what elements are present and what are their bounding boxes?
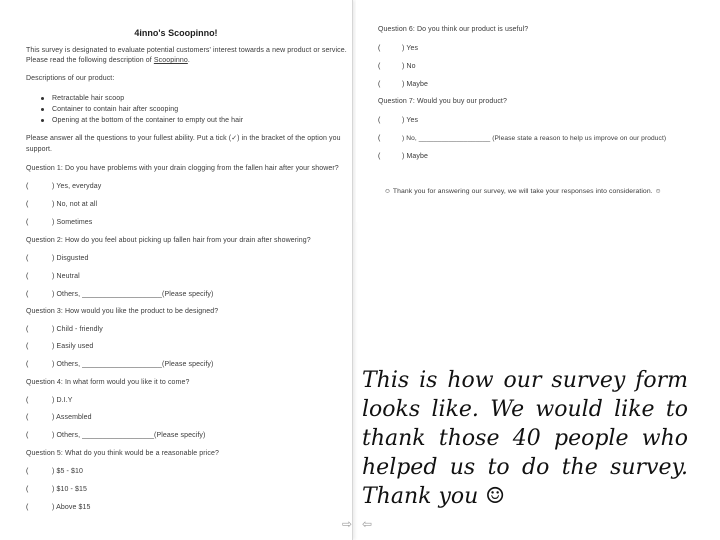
survey-page-2: [356, 0, 720, 222]
option-bracket-open[interactable]: (: [378, 135, 381, 142]
q5-option: ) $5 - $10: [52, 468, 83, 475]
instructions-line-1: Please answer all the questions to your fullest ability. Put a tick (✓) in the bracket of the option you: [26, 135, 341, 142]
q3-option: ) Others, ____________________(Please specify): [52, 361, 214, 368]
bullet-item: Retractable hair scoop: [52, 95, 125, 102]
instructions-line-2: support.: [26, 146, 53, 153]
option-bracket-open[interactable]: (: [26, 468, 29, 475]
q6-option: ) No: [402, 63, 416, 70]
bullet-item: Opening at the bottom of the container to empty out the hair: [52, 117, 244, 124]
option-bracket-open[interactable]: (: [26, 219, 29, 226]
question-1: Question 1: Do you have problems with your drain clogging from the fallen hair after your shower?: [26, 165, 339, 172]
survey-page-1: [0, 0, 353, 540]
slide-caption: This is how our survey form looks like. We would like to thank those 40 people who helped us to do the survey. Thank you ☺: [362, 368, 688, 509]
q5-option: ) Above $15: [52, 504, 91, 511]
q1-option: ) Sometimes: [52, 219, 93, 226]
question-7: Question 7: Would you buy our product?: [378, 98, 507, 105]
intro-line-1: This survey is designated to evaluate potential customers' interest towards a new product or service.: [26, 47, 347, 54]
product-link[interactable]: Scoopinno: [153, 57, 188, 64]
q3-option: ) Easily used: [52, 343, 94, 350]
intro-suffix: .: [187, 57, 190, 64]
question-2: Question 2: How do you feel about picking up fallen hair from your drain after showering?: [26, 237, 311, 244]
question-3: Question 3: How would you like the product to be designed?: [26, 308, 219, 315]
option-bracket-open[interactable]: (: [26, 201, 29, 208]
intro-line-2: [26, 56, 190, 65]
intro-prefix: Please read the following description of: [26, 57, 154, 64]
option-bracket-open[interactable]: (: [378, 153, 381, 160]
q7-option: ) No, ___________________ (Please state a reason to help us improve on our product): [402, 135, 667, 142]
bullet-icon: [41, 108, 44, 111]
q7-option: ) Yes: [402, 117, 419, 124]
bullet-icon: [41, 97, 44, 100]
option-bracket-open[interactable]: (: [26, 255, 29, 262]
option-bracket-open[interactable]: (: [26, 414, 29, 421]
option-bracket-open[interactable]: (: [26, 326, 29, 333]
q6-option: ) Yes: [402, 45, 419, 52]
q1-option: ) No, not at all: [52, 201, 98, 208]
q4-option: ) D.I.Y: [52, 397, 73, 404]
option-bracket-open[interactable]: (: [26, 343, 29, 350]
q4-option: ) Others, __________________(Please specify): [52, 432, 206, 439]
q2-option: ) Others, ____________________(Please specify): [52, 291, 214, 298]
option-bracket-open[interactable]: (: [26, 361, 29, 368]
q6-option: ) Maybe: [402, 81, 428, 88]
option-bracket-open[interactable]: (: [378, 81, 381, 88]
q2-option: ) Disgusted: [52, 255, 89, 262]
option-bracket-open[interactable]: (: [26, 432, 29, 439]
q2-option: ) Neutral: [52, 273, 80, 280]
option-bracket-open[interactable]: (: [378, 45, 381, 52]
question-4: Question 4: In what form would you like it to come?: [26, 379, 190, 386]
thank-you-note: ☺ Thank you for answering our survey, we will take your responses into consideration. ☺: [384, 188, 662, 195]
q7-option: ) Maybe: [402, 153, 428, 160]
option-bracket-open[interactable]: (: [378, 63, 381, 70]
bullet-icon: [41, 119, 44, 122]
option-bracket-open[interactable]: (: [26, 397, 29, 404]
option-bracket-open[interactable]: (: [26, 486, 29, 493]
desc-heading: Descriptions of our product:: [26, 75, 115, 82]
question-5: Question 5: What do you think would be a reasonable price?: [26, 450, 219, 457]
question-6: Question 6: Do you think our product is useful?: [378, 26, 529, 33]
option-bracket-open[interactable]: (: [26, 183, 29, 190]
q4-option: ) Assembled: [52, 414, 92, 421]
survey-title: 4inno's Scoopinno!: [134, 28, 218, 38]
q1-option: ) Yes, everyday: [52, 183, 102, 190]
q5-option: ) $10 - $15: [52, 486, 87, 493]
option-bracket-open[interactable]: (: [26, 504, 29, 511]
q3-option: ) Child - friendly: [52, 326, 103, 333]
prev-arrow-icon[interactable]: ⇦: [362, 517, 373, 531]
option-bracket-open[interactable]: (: [26, 273, 29, 280]
option-bracket-open[interactable]: (: [26, 291, 29, 298]
option-bracket-open[interactable]: (: [378, 117, 381, 124]
bullet-item: Container to contain hair after scooping: [52, 106, 179, 113]
next-arrow-icon[interactable]: ⇨: [342, 517, 353, 531]
